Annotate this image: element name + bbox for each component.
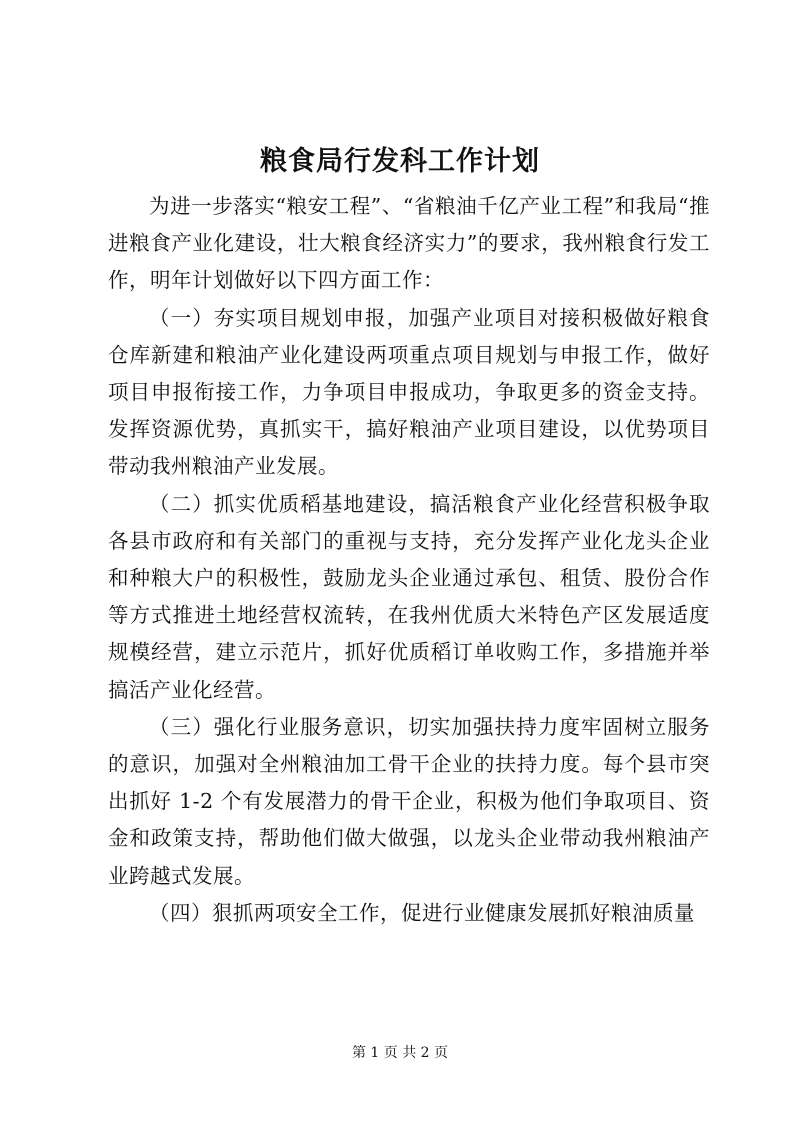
paragraph-section-1: （一）夯实项目规划申报，加强产业项目对接积极做好粮食仓库新建和粮油产业化建设两项重点项目规划与申报工作，做好项目申报衔接工作，力争项目申报成功，争取更多的资金支持。发挥资源优势，真抓实干，搞好粮油产业项目建设，以优势项目带动我州粮油产业发展。 [108, 305, 710, 479]
document-body [108, 188, 710, 932]
paragraph-section-2: （二）抓实优质稻基地建设，搞活粮食产业化经营积极争取各县市政府和有关部门的重视与支持，充分发挥产业化龙头企业和种粮大户的积极性，鼓励龙头企业通过承包、租赁、股份合作等方式推进土地经营权流转，在我州优质大米特色产区发展适度规模经营，建立示范片，抓好优质稻订单收购工作，多措施并举搞活产业化经营。 [108, 491, 710, 702]
document-title: 粮食局行发科工作计划 [260, 146, 540, 177]
paragraph-section-3: （三）强化行业服务意识，切实加强扶持力度牢固树立服务的意识，加强对全州粮油加工骨干企业的扶持力度。每个县市突出抓好 1-2 个有发展潜力的骨干企业，积极为他们争取项目、资金和政策支持，帮助他们做大做强，以龙头企业带动我州粮油产业跨越式发展。 [108, 714, 710, 888]
page-footer: 第 1 页 共 2 页 [351, 1045, 449, 1061]
paragraph-intro: 为进一步落实“粮安工程”、“省粮油千亿产业工程”和我局“推进粮食产业化建设，壮大粮食经济实力”的要求，我州粮食行发工作，明年计划做好以下四方面工作： [108, 194, 710, 293]
paragraph-section-4: （四）狠抓两项安全工作，促进行业健康发展抓好粮油质量 [149, 900, 695, 925]
